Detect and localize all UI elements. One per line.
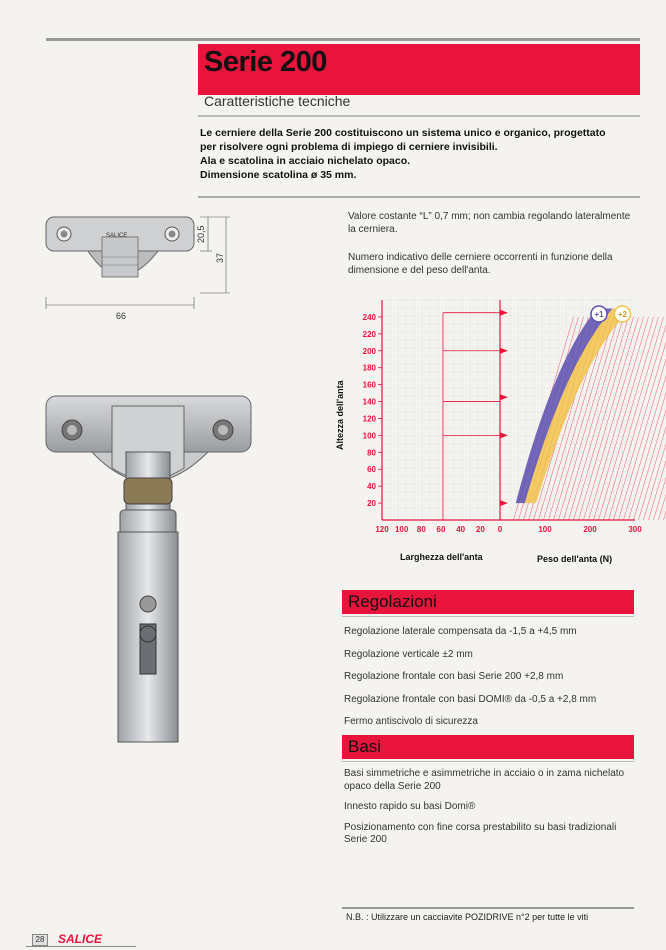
y-tick-label: 60 <box>367 465 376 475</box>
regolazioni-list <box>344 624 636 737</box>
hinge-photo <box>40 392 255 762</box>
intro-text <box>200 126 640 182</box>
hatch-line <box>614 317 666 520</box>
chart-x-left-title: Larghezza dell'anta <box>400 552 483 562</box>
series-label: +1 <box>594 310 604 319</box>
list-item: Fermo antiscivolo di sicurezza <box>344 716 478 727</box>
y-tick-label: 100 <box>362 431 376 441</box>
subtitle-rule <box>198 115 640 117</box>
list-item: Regolazione frontale con basi Serie 200 +2,8 mm <box>344 671 564 682</box>
list-item: Regolazione frontale con basi DOMI® da -0,5 a +2,8 mm <box>344 693 597 705</box>
x-tick-label: 300 <box>628 525 642 534</box>
hatch-line <box>599 317 659 520</box>
footnote: N.B. : Utilizzare un cacciavite POZIDRIVE n°2 per tutte le viti <box>346 912 589 922</box>
list-item: Regolazione laterale compensata da -1,5 a +4,5 mm <box>344 626 577 637</box>
basi-band <box>342 735 634 759</box>
chart-y-title: Altezza dell'anta <box>335 380 345 450</box>
x-tick-label: 100 <box>538 525 552 534</box>
hinge-marker <box>500 394 508 400</box>
y-tick-label: 120 <box>362 414 376 424</box>
hinge-marker <box>500 432 508 438</box>
x-tick-label: 20 <box>475 525 485 534</box>
y-tick-label: 160 <box>362 380 376 390</box>
basi-list <box>344 768 636 855</box>
page-subtitle: Caratteristiche tecniche <box>204 93 351 109</box>
x-tick-label: 120 <box>375 525 389 534</box>
dim-width: 66 <box>116 311 127 321</box>
plate-text: SALICE <box>106 233 128 239</box>
x-tick-label: 80 <box>416 525 426 534</box>
y-tick-label: 140 <box>362 397 376 407</box>
y-tick-label: 180 <box>362 363 376 373</box>
hatch-line <box>604 317 664 520</box>
hatch-line <box>594 317 654 520</box>
description-hinge-count: Numero indicativo delle cerniere occorrenti in funzione della dimensione e del peso dell'anta. <box>348 252 613 276</box>
page-title: Serie 200 <box>204 46 327 78</box>
intro-rule <box>198 196 640 198</box>
basi-title: Basi <box>348 737 382 756</box>
y-tick-label: 200 <box>362 346 376 356</box>
x-tick-label: 200 <box>583 525 597 534</box>
hinge-count-chart <box>340 290 640 570</box>
x-tick-label: 100 <box>394 525 409 534</box>
hatch-line <box>654 317 666 520</box>
y-tick-label: 240 <box>362 312 376 322</box>
hatch-line <box>619 317 666 520</box>
page-number: 28 <box>32 934 48 946</box>
regolazioni-title: Regolazioni <box>348 592 437 611</box>
chart-x-right-title: Peso dell'anta (N) <box>537 554 613 564</box>
footer-rule <box>26 946 136 947</box>
intro-line: Dimensione scatolina ø 35 mm. <box>200 169 357 181</box>
dim-height-outer: 37 <box>215 252 225 263</box>
intro-line: per risolvere ogni problema di impiego di cerniere invisibili. <box>200 141 498 153</box>
list-item: Posizionamento con fine corsa prestabilito su basi tradizionali Serie 200 <box>344 821 617 845</box>
intro-line: Le cerniere della Serie 200 costituiscono un sistema unico e organico, progettato <box>200 127 606 139</box>
regolazioni-rule <box>342 616 634 617</box>
brand-logo: SALICE <box>58 932 103 946</box>
intro-line: Ala e scatolina in acciaio nichelato opaco. <box>200 155 411 167</box>
series-label: +2 <box>617 310 627 319</box>
x-tick-label: 0 <box>497 525 503 534</box>
y-tick-label: 80 <box>367 448 376 458</box>
hatch-line <box>629 317 666 520</box>
x-tick-label: 40 <box>456 525 466 534</box>
y-tick-label: 220 <box>362 329 376 339</box>
top-rule <box>46 38 640 41</box>
x-tick-label: 60 <box>436 525 446 534</box>
list-item: Basi simmetriche e asimmetriche in acciaio o in zama nichelato opaco della Serie 200 <box>344 768 625 792</box>
y-tick-label: 40 <box>367 482 376 492</box>
hinge-marker <box>500 348 508 354</box>
chart-bands <box>516 308 631 503</box>
basi-rule <box>342 761 634 762</box>
y-tick-label: 20 <box>367 499 376 509</box>
hinge-technical-drawing <box>40 205 250 325</box>
list-item: Innesto rapido su basi Domi® <box>344 801 476 812</box>
hinge-marker <box>500 500 508 506</box>
description-constant-value: Valore costante “L” 0,7 mm; non cambia regolando lateralmente la cerniera. <box>348 211 631 235</box>
dim-height-inner: 20,5 <box>196 225 206 243</box>
note-rule <box>342 907 634 909</box>
hinge-marker <box>500 310 508 316</box>
list-item: Regolazione verticale ±2 mm <box>344 648 473 660</box>
